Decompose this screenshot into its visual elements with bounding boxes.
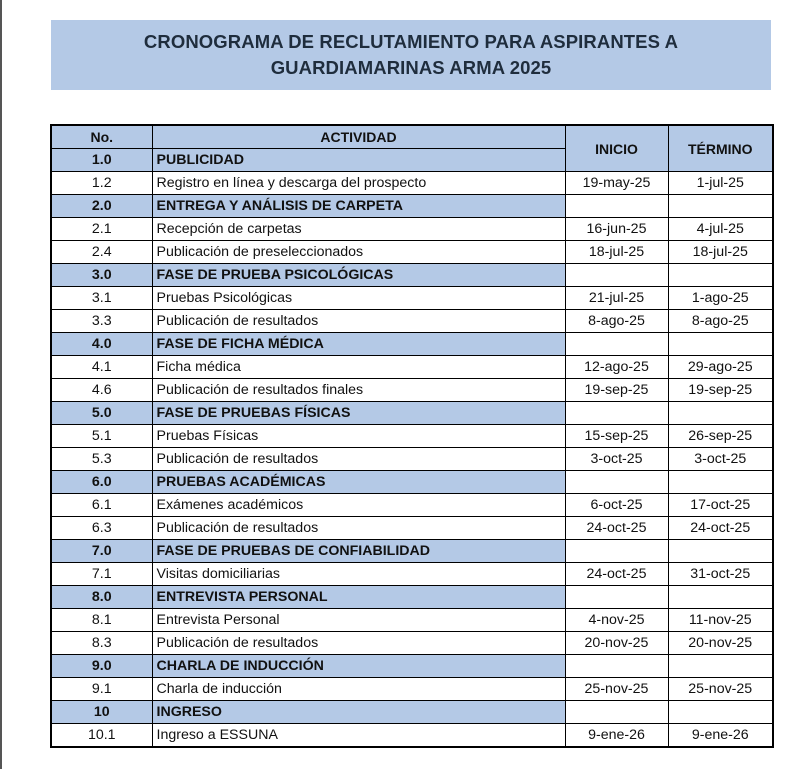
end-date-cell: 31-oct-25 — [668, 563, 773, 586]
start-date-cell — [565, 586, 668, 609]
row-number: 10.1 — [51, 724, 152, 748]
title-line-1: CRONOGRAMA DE RECLUTAMIENTO PARA ASPIRANTES A — [143, 31, 679, 52]
start-date-cell: 19-may-25 — [565, 172, 668, 195]
activity-cell: Visitas domiciliarias — [152, 563, 565, 586]
end-date-cell: 18-jul-25 — [668, 241, 773, 264]
row-number: 4.6 — [51, 379, 152, 402]
header-no: No. — [51, 125, 152, 149]
table-row — [51, 609, 773, 632]
activity-cell: INGRESO — [152, 701, 565, 724]
start-date-cell: 16-jun-25 — [565, 218, 668, 241]
start-date-cell — [565, 655, 668, 678]
row-number: 5.3 — [51, 448, 152, 471]
start-date-cell: 24-oct-25 — [565, 563, 668, 586]
row-number: 2.0 — [51, 195, 152, 218]
start-date-cell: 24-oct-25 — [565, 517, 668, 540]
end-date-cell — [668, 540, 773, 563]
end-date-cell — [668, 701, 773, 724]
phase-row — [51, 264, 773, 287]
start-date-cell — [565, 402, 668, 425]
table-row — [51, 287, 773, 310]
activity-cell: Publicación de resultados — [152, 632, 565, 655]
end-date-cell — [668, 655, 773, 678]
table-row — [51, 218, 773, 241]
end-date-cell: 1-ago-25 — [668, 287, 773, 310]
row-number: 5.1 — [51, 425, 152, 448]
phase-row — [51, 333, 773, 356]
activity-cell: Pruebas Físicas — [152, 425, 565, 448]
row-number: 3.1 — [51, 287, 152, 310]
activity-cell: ENTREVISTA PERSONAL — [152, 586, 565, 609]
start-date-cell — [565, 471, 668, 494]
page-left-border — [0, 0, 2, 769]
activity-cell: Publicación de resultados — [152, 517, 565, 540]
row-number: 1.2 — [51, 172, 152, 195]
end-date-cell — [668, 471, 773, 494]
row-number: 5.0 — [51, 402, 152, 425]
phase-row — [51, 195, 773, 218]
table-row — [51, 379, 773, 402]
header-actividad: ACTIVIDAD — [152, 125, 565, 149]
activity-cell: Recepción de carpetas — [152, 218, 565, 241]
activity-cell: Entrevista Personal — [152, 609, 565, 632]
start-date-cell: 8-ago-25 — [565, 310, 668, 333]
row-number: 3.0 — [51, 264, 152, 287]
row-number: 4.1 — [51, 356, 152, 379]
activity-cell: Ficha médica — [152, 356, 565, 379]
end-date-cell: 11-nov-25 — [668, 609, 773, 632]
end-date-cell: 17-oct-25 — [668, 494, 773, 517]
row-number: 6.0 — [51, 471, 152, 494]
row-number: 8.1 — [51, 609, 152, 632]
activity-cell: Exámenes académicos — [152, 494, 565, 517]
row-number: 2.4 — [51, 241, 152, 264]
end-date-cell: 3-oct-25 — [668, 448, 773, 471]
row-number: 3.3 — [51, 310, 152, 333]
start-date-cell: 21-jul-25 — [565, 287, 668, 310]
activity-cell: Publicación de resultados finales — [152, 379, 565, 402]
row-number: 9.0 — [51, 655, 152, 678]
activity-cell: Publicación de resultados — [152, 448, 565, 471]
phase-row — [51, 540, 773, 563]
phase-row — [51, 586, 773, 609]
end-date-cell: 9-ene-26 — [668, 724, 773, 748]
start-date-cell: 12-ago-25 — [565, 356, 668, 379]
end-date-cell: 20-nov-25 — [668, 632, 773, 655]
start-date-cell — [565, 264, 668, 287]
start-date-cell: 4-nov-25 — [565, 609, 668, 632]
end-date-cell — [668, 195, 773, 218]
header-inicio: INICIO — [565, 125, 668, 172]
phase-row — [51, 402, 773, 425]
row-number: 4.0 — [51, 333, 152, 356]
row-number: 8.0 — [51, 586, 152, 609]
end-date-cell: 25-nov-25 — [668, 678, 773, 701]
end-date-cell — [668, 333, 773, 356]
schedule-table — [50, 124, 774, 748]
end-date-cell: 26-sep-25 — [668, 425, 773, 448]
end-date-cell: 19-sep-25 — [668, 379, 773, 402]
activity-cell: Registro en línea y descarga del prospecto — [152, 172, 565, 195]
table-row — [51, 310, 773, 333]
activity-cell: PUBLICIDAD — [152, 149, 565, 172]
table-header-row — [51, 125, 773, 149]
phase-row — [51, 701, 773, 724]
end-date-cell — [668, 586, 773, 609]
start-date-cell: 19-sep-25 — [565, 379, 668, 402]
start-date-cell: 6-oct-25 — [565, 494, 668, 517]
start-date-cell — [565, 333, 668, 356]
table-row — [51, 724, 773, 748]
activity-cell: FASE DE PRUEBAS FÍSICAS — [152, 402, 565, 425]
start-date-cell — [565, 195, 668, 218]
row-number: 8.3 — [51, 632, 152, 655]
row-number: 2.1 — [51, 218, 152, 241]
start-date-cell: 9-ene-26 — [565, 724, 668, 748]
title-line-2: GUARDIAMARINAS ARMA 2025 — [270, 57, 552, 78]
row-number: 7.1 — [51, 563, 152, 586]
row-number: 6.3 — [51, 517, 152, 540]
table-row — [51, 494, 773, 517]
header-termino: TÉRMINO — [668, 125, 773, 172]
table-row — [51, 678, 773, 701]
start-date-cell — [565, 540, 668, 563]
phase-row — [51, 471, 773, 494]
start-date-cell: 25-nov-25 — [565, 678, 668, 701]
activity-cell: CHARLA DE INDUCCIÓN — [152, 655, 565, 678]
activity-cell: ENTREGA Y ANÁLISIS DE CARPETA — [152, 195, 565, 218]
table-row — [51, 563, 773, 586]
start-date-cell: 18-jul-25 — [565, 241, 668, 264]
table-row — [51, 172, 773, 195]
start-date-cell — [565, 701, 668, 724]
start-date-cell: 3-oct-25 — [565, 448, 668, 471]
end-date-cell: 8-ago-25 — [668, 310, 773, 333]
activity-cell: Publicación de preseleccionados — [152, 241, 565, 264]
activity-cell: Charla de inducción — [152, 678, 565, 701]
end-date-cell — [668, 264, 773, 287]
end-date-cell: 1-jul-25 — [668, 172, 773, 195]
end-date-cell — [668, 402, 773, 425]
activity-cell: FASE DE FICHA MÉDICA — [152, 333, 565, 356]
end-date-cell: 29-ago-25 — [668, 356, 773, 379]
activity-cell: Ingreso a ESSUNA — [152, 724, 565, 748]
phase-row — [51, 655, 773, 678]
row-number: 1.0 — [51, 149, 152, 172]
table-row — [51, 425, 773, 448]
row-number: 10 — [51, 701, 152, 724]
end-date-cell: 24-oct-25 — [668, 517, 773, 540]
table-row — [51, 241, 773, 264]
activity-cell: Pruebas Psicológicas — [152, 287, 565, 310]
end-date-cell: 4-jul-25 — [668, 218, 773, 241]
table-row — [51, 517, 773, 540]
row-number: 9.1 — [51, 678, 152, 701]
document-title — [51, 20, 771, 90]
activity-cell: Publicación de resultados — [152, 310, 565, 333]
row-number: 7.0 — [51, 540, 152, 563]
activity-cell: FASE DE PRUEBA PSICOLÓGICAS — [152, 264, 565, 287]
start-date-cell: 20-nov-25 — [565, 632, 668, 655]
start-date-cell: 15-sep-25 — [565, 425, 668, 448]
activity-cell: PRUEBAS ACADÉMICAS — [152, 471, 565, 494]
table-row — [51, 356, 773, 379]
activity-cell: FASE DE PRUEBAS DE CONFIABILIDAD — [152, 540, 565, 563]
row-number: 6.1 — [51, 494, 152, 517]
table-row — [51, 632, 773, 655]
table-row — [51, 448, 773, 471]
